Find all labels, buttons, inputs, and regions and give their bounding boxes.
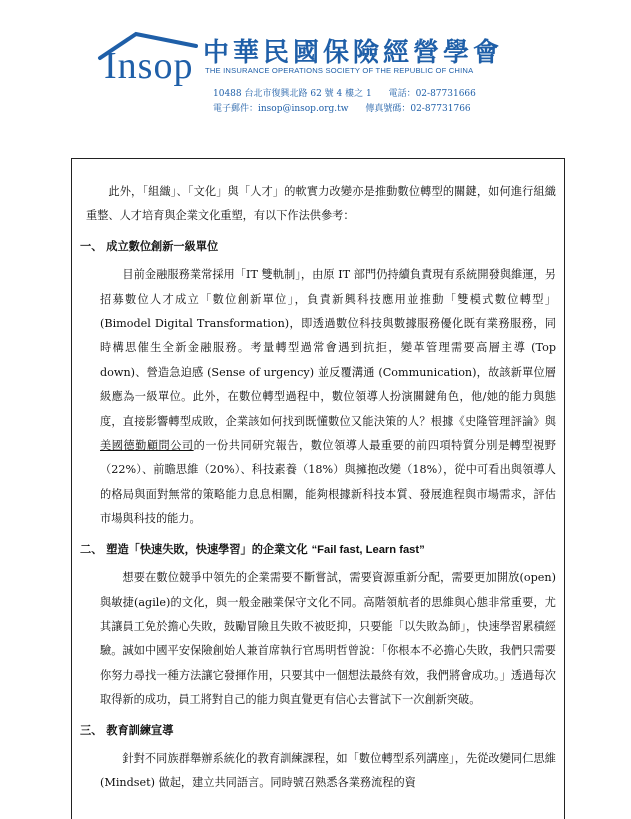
logo-text: Insop — [104, 45, 194, 87]
address-line — [213, 86, 490, 99]
address: 10488 台北市復興北路 62 號 4 樓之 1 — [213, 89, 372, 99]
email-line — [213, 101, 485, 114]
section-2-body: 想要在數位競爭中領先的企業需要不斷嘗試，需要資源重新分配，需要更加開放(open)與敏捷(agile)的文化，與一般金融業保守文化不同。高階領航者的思維與心態非常重要，尤其讓員工免於擔心失敗，鼓勵冒險且失敗不被貶抑，只要能「以失敗為師」，快速學習累積經驗。誠如中國平安保險創始人兼首席執行官馬明哲曾說：「你根本不必擔心失敗，我們只需要你努力尋找一種方法讓它發揮作用，只要其中一個想法最終有效，我們將會成功。」透過每次取得新的成功，員工將對自己的能力與直覺更有信心去嘗試下一次創新突破。 — [100, 571, 556, 707]
section-2-title-en: “Fail fast, Learn fast” — [311, 543, 425, 556]
section-3-body: 針對不同族群舉辦系統化的教育訓練課程，如「數位轉型系列講座」，先從改變同仁思維 (Mindset) 做起，建立共同語言。同時號召熟悉各業務流程的資 — [100, 751, 556, 790]
section-1-text-a: 目前金融服務業常採用「IT 雙軌制」，由原 IT 部門仍持續負責現有系統開發與維運，另招募數位人才成立「數位創新單位」，負責新興科技應用並推動「雙模式數位轉型」(Bimodel Digital Transformation)，即透過數位科技與數據服務優化既有業務服務，同時構思催生全新金融服務。考量轉型過常會遇到抗拒，變革管理需要高層主導 (Top down)、營造急迫感 (Sense of urgency) 並反覆溝通 (Communication)，故該新單位層級應為一級單位。此外，在數位轉型過程中，數位領導人扮演關鍵角色，他/她的能力與態度，直接影響轉型成敗，企業該如何找到既懂數位又能決策的人？根據《史隆管理評論》與 — [100, 268, 556, 428]
section-3-title: 三、 教育訓練宣導 — [80, 723, 174, 737]
section-2-title — [80, 538, 556, 562]
deloitte-link[interactable]: 美國德勤顧問公司 — [100, 439, 194, 453]
section-2-title-zh: 二、 塑造「快速失敗，快速學習」的企業文化 — [80, 542, 308, 556]
org-name-en: THE INSURANCE OPERATIONS SOCIETY OF THE REPUBLIC OF CHINA — [205, 66, 474, 75]
org-name-zh: 中華民國保險經營學會 — [203, 38, 504, 68]
intro-paragraph: 此外，「組織」、「文化」與「人才」的軟實力改變亦是推動數位轉型的關鍵，如何進行組織重整、人才培育與企業文化重塑，有以下作法供參考： — [86, 185, 556, 223]
fax: 傳真號碼：02-87731766 — [365, 104, 471, 114]
document-body — [80, 180, 556, 796]
section-1-title: 一、 成立數位創新一級單位 — [80, 239, 219, 253]
phone: 電話：02-87731666 — [388, 89, 476, 99]
section-1-text-b: 的一份共同研究報告，數位領導人最重要的前四項特質分別是轉型視野（22%）、前瞻思維（20%）、科技素養（18%）與擁抱改變（18%），從中可看出與領導人的格局與面對無常的策略能力息息相關，能夠根據新科技本質、發展進程與市場需求，評估市場與科技的能力。 — [100, 439, 556, 526]
letterhead — [0, 0, 631, 120]
section-1-body — [80, 263, 556, 531]
email: 電子郵件：insop@insop.org.tw — [213, 104, 349, 114]
